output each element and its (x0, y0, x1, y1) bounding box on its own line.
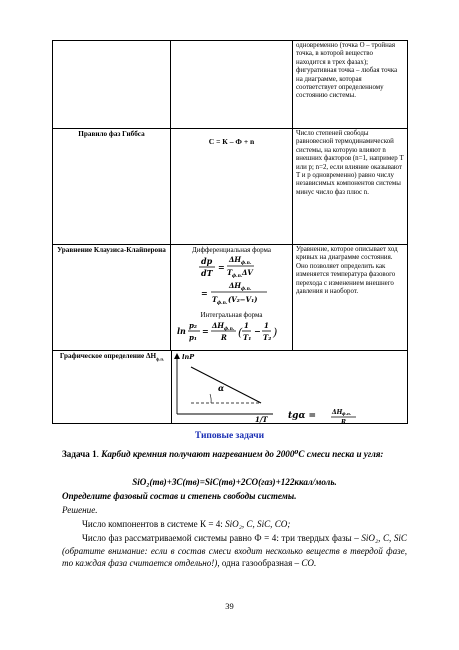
gibbs-formula: С = К – Ф + n (208, 137, 255, 146)
svg-text:ф.п.: ф.п. (232, 274, 243, 279)
svg-text:(V₂−V₁): (V₂−V₁) (228, 295, 258, 304)
task-statement: Задача 1. Карбид кремния получают нагреванием до 2000⁰С смеси песка и угля: (62, 449, 384, 459)
svg-text:p₂: p₂ (189, 321, 197, 330)
svg-text:T₁: T₁ (243, 333, 252, 342)
angle-label: α (218, 383, 225, 393)
svg-text:T: T (227, 268, 233, 277)
svg-text:ф.п.: ф.п. (241, 287, 252, 292)
svg-text:p₁: p₁ (189, 333, 197, 342)
graphical-determination-label: Графическое определение $\Delta H_{ф.п.}$ (59, 352, 165, 362)
svg-text:ф.п.: ф.п. (224, 327, 235, 332)
svg-text:ΔV: ΔV (242, 268, 253, 277)
phases-paragraph: Число фаз рассматриваемой системы равно Ф = 4: три твердых фазы – SiO₂, C, SiC (обратите внимание: если в состав смеси входит несколько веществ в твердой фазе, то каждая фаза считается отдельно!), одна газообразная – CO. (62, 533, 407, 569)
properties-table (52, 40, 408, 424)
svg-text:T₂: T₂ (263, 333, 272, 342)
integral-form-label: Интегральная форма (200, 311, 263, 319)
svg-text:1: 1 (244, 321, 249, 330)
svg-text:=: = (201, 288, 208, 298)
page-number: 39 (225, 601, 234, 611)
phase-line (191, 367, 261, 403)
svg-text:(: ( (238, 326, 243, 339)
table-cell-formula (171, 245, 293, 351)
task-label: Задача 1 (62, 449, 97, 459)
rule-name: Правило фаз Гиббса (53, 129, 171, 245)
table-cell (53, 41, 171, 129)
svg-text:T: T (212, 295, 218, 304)
table-row (53, 41, 408, 129)
svg-text:ф.п.: ф.п. (241, 261, 252, 266)
table-cell-description: Уравнение, которое описывает ход кривых на диаграмме состояния. Оно позволяет определить как изменяется температура фазового перехода с изменением внешнего давления и наоборот. (293, 245, 408, 351)
angle-arc (210, 394, 211, 403)
tg-fraction (330, 407, 362, 425)
tg-formula: tgα = (288, 411, 317, 421)
solution-label: Решение. (62, 505, 98, 515)
equation-name: Уравнение Клаузиса-Клайперона (53, 245, 171, 351)
svg-text:dp: dp (201, 256, 213, 266)
table-cell-formula (171, 129, 293, 245)
svg-text:ΔH: ΔH (212, 321, 225, 330)
task-question: Определите фазовый состав и степень свободы системы. (62, 491, 297, 501)
table-cell-description: одновременно (точка О – тройная точка, в которой вещество находится в трех фазах); фигуративная точка – любая точка на диаграмме, которая соответствует определенному состоянию системы. (293, 41, 408, 129)
svg-text:ф.п.: ф.п. (342, 411, 352, 416)
svg-text:ΔH: ΔH (229, 255, 242, 264)
svg-text:R: R (221, 333, 227, 342)
svg-text:=: = (218, 262, 225, 272)
table-row (53, 129, 408, 245)
differential-form-label: Дифференциальная форма (191, 246, 272, 254)
svg-text:ф.п.: ф.п. (217, 301, 228, 306)
task-text: Карбид кремния получают нагреванием до 2000⁰С смеси песка и угля: (101, 449, 384, 459)
svg-text:−: − (254, 326, 261, 336)
svg-text:): ) (273, 326, 278, 339)
graphical-determination-cell (53, 351, 408, 424)
y-axis-arrow-icon (174, 353, 180, 359)
svg-text:R: R (341, 419, 346, 425)
svg-text:ΔH: ΔH (229, 281, 242, 290)
svg-text:ln: ln (177, 326, 186, 336)
reaction-equation: SiO₂(тв)+3C(тв)=SiC(тв)+2CO(газ)+122ккал/моль. (132, 477, 337, 487)
section-title: Типовые задачи (194, 431, 265, 441)
x-axis-label: 1/T (255, 415, 268, 424)
table-row (53, 245, 408, 351)
svg-text:ΔH: ΔH (332, 409, 343, 416)
components-line: Число компонентов в системе К = 4: SiO₂, C, SiC, CO; (82, 519, 291, 529)
table-cell-description: Число степеней свободы равновесной термодинамической системы, на которую влияют n внешних факторов (n=1, например T или p; n=2, если влияние оказывают T и p одновременно) равно числу независимых компонентов системы минус число фаз плюс n. (293, 129, 408, 245)
y-axis-label: lnP (182, 353, 195, 361)
table-row (53, 351, 408, 424)
table-cell (171, 41, 293, 129)
clausius-integral-formula (171, 319, 293, 345)
svg-text:=: = (202, 326, 209, 336)
svg-text:dT: dT (201, 268, 213, 278)
svg-text:1: 1 (264, 321, 269, 330)
